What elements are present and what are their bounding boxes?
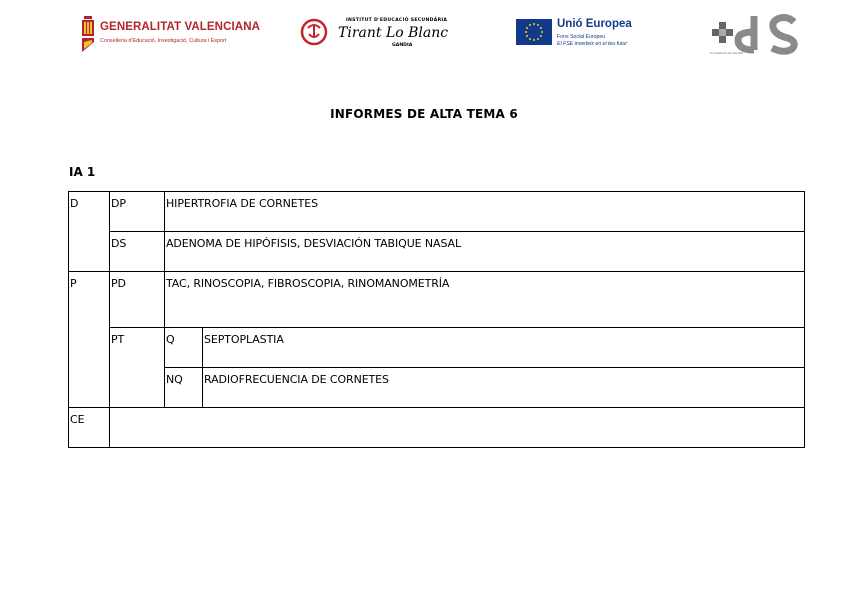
table-row xyxy=(69,408,805,448)
diagnostic-procedures-value: TAC, RINOSCOPIA, FIBROSCOPIA, RINOMANOMETRÍA xyxy=(165,272,805,328)
table-row xyxy=(69,232,805,272)
sanitat-caption: Conselleria de Sanitat xyxy=(710,51,743,55)
eu-flag-icon xyxy=(516,19,552,45)
surgical-value: SEPTOPLASTIA xyxy=(203,328,805,368)
school-logo xyxy=(300,12,472,58)
school-emblem-icon xyxy=(300,18,328,46)
non-surgical-value: RADIOFRECUENCIA DE CORNETES xyxy=(203,368,805,408)
generalitat-emblem-icon xyxy=(80,16,96,52)
page-title: INFORMES DE ALTA TEMA 6 xyxy=(330,107,518,121)
surgical-label: Q xyxy=(165,328,203,368)
european-union-logo xyxy=(516,12,676,58)
eu-motto: El FSE inverteix en el teu futur xyxy=(557,41,628,47)
report-subtitle: IA 1 xyxy=(69,165,96,179)
generalitat-name: GENERALITAT VALENCIANA xyxy=(100,21,260,33)
discharge-report-table xyxy=(68,191,805,448)
generalitat-valenciana-logo xyxy=(80,12,260,58)
ce-label: CE xyxy=(69,408,110,448)
table-row xyxy=(69,192,805,232)
procedures-cell: P xyxy=(69,272,110,408)
diagnosis-cell: D xyxy=(69,192,110,272)
therapeutic-procedures-label: PT xyxy=(110,328,165,408)
generalitat-department: Conselleria d'Educació, Investigació, Cultura i Esport xyxy=(100,38,227,44)
secondary-diagnosis-value: ADENOMA DE HIPÓFISIS, DESVIACIÓN TABIQUE NASAL xyxy=(165,232,805,272)
ce-value xyxy=(110,408,805,448)
table-row xyxy=(69,328,805,368)
school-name: Tirant Lo Blanc xyxy=(338,25,449,41)
eu-fund: Fons Social Europeu xyxy=(557,34,606,40)
page-header xyxy=(0,12,848,58)
school-town: GANDIA xyxy=(392,43,413,48)
eu-name: Unió Europea xyxy=(557,18,632,30)
sanitat-logo xyxy=(710,12,805,58)
primary-diagnosis-label: DP xyxy=(110,192,165,232)
school-type: INSTITUT D'EDUCACIÓ SECUNDÀRIA xyxy=(346,18,448,23)
primary-diagnosis-value: HIPERTROFIA DE CORNETES xyxy=(165,192,805,232)
table-row xyxy=(69,368,805,408)
table-row xyxy=(69,272,805,328)
secondary-diagnosis-label: DS xyxy=(110,232,165,272)
diagnostic-procedures-label: PD xyxy=(110,272,165,328)
non-surgical-label: NQ xyxy=(165,368,203,408)
